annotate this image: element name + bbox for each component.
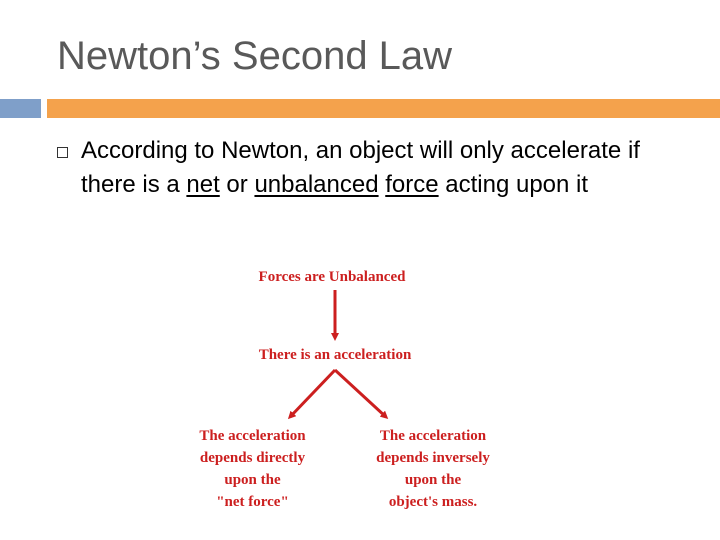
left-label-line4: "net force" [216, 494, 289, 510]
diagram-top-label: Forces are Unbalanced [258, 269, 406, 285]
bullet-text-part2: or [219, 171, 255, 198]
right-label-line4: object's mass. [388, 494, 478, 510]
right-label-line1: The acceleration [379, 428, 487, 444]
right-label-line2: depends inversely [376, 450, 490, 466]
left-label-line2: depends directly [199, 450, 306, 466]
right-label-line3: upon the [404, 472, 462, 488]
left-label-line3: upon the [224, 472, 281, 488]
term-net: net [186, 171, 220, 198]
left-label-line1: The acceleration [199, 428, 306, 444]
diagram-left-label [180, 425, 325, 513]
diagram-middle-label: There is an acceleration [258, 347, 412, 363]
arrow-right [335, 370, 386, 417]
slide-title: Newton’s Second Law [57, 34, 453, 78]
diagram-right-label [352, 425, 514, 513]
term-force: force [385, 171, 439, 198]
bullet-text-part4: acting upon it [438, 171, 589, 198]
term-unbalanced: unbalanced [254, 171, 379, 198]
arrow-left [290, 370, 335, 417]
bullet-text-part1: According to Newton, an object will only accelerate if there is a [81, 137, 640, 198]
